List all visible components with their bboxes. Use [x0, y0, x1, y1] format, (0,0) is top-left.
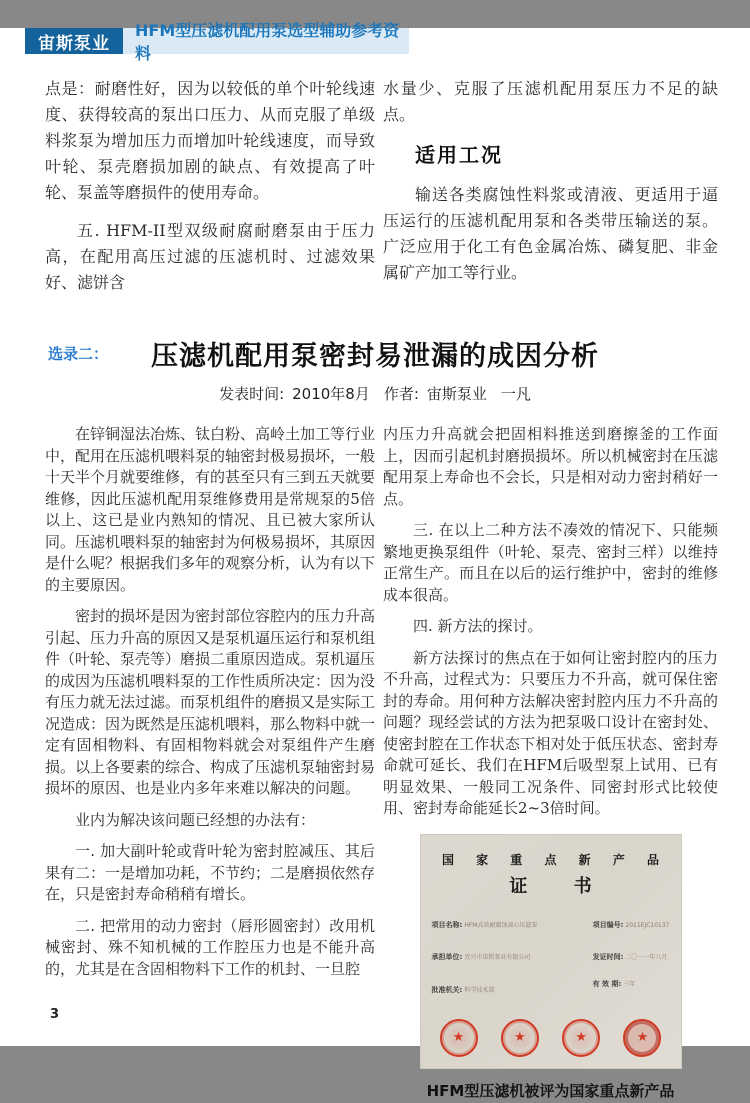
field-label: 有 效 期: — [592, 979, 622, 988]
field-value: 科学技术部 — [464, 986, 495, 994]
certificate-title: 国 家 重 点 新 产 品 — [441, 852, 669, 867]
paragraph: 在锌铜湿法冶炼、钛白粉、高岭土加工等行业中，配用在压滤机喂料泵的轴密封极易损坏，一般十天半个月就要维修，有的甚至只有三到五天就要维修，因此压滤机配用泵维修费用是常规泵的5倍以上、这已是业内熟知的情况、且已被大家所认同。压滤机喂料泵的轴密封为何极易损坏，其原因是什么呢？根据我们多年的观察分析，认为有以下的主要原因。 — [45, 425, 376, 594]
field-value: 2011EJC10137 — [625, 921, 670, 929]
paragraph: 新方法探讨的焦点在于如何让密封腔内的压力不升高，过程式为：只要压力不升高，就可保住密封的寿命。用何种方法解决密封腔内压力不升高的问题？现经尝试的方法为把泵吸口设计在密封处、使密封腔在工作状态下相对处于低压状态、密封寿命就可延长、我们在HFM后吸型泵上试用、已有明显效果、一般同工况条件、同密封形式比较使用、密封寿命能延长2~3倍时间。 — [383, 648, 718, 817]
section-heading: 适用工况 — [415, 143, 503, 167]
certificate-fields-left — [432, 912, 538, 1010]
field-value: 二〇一一年八月 — [625, 954, 668, 961]
seal-star: ★ — [452, 1030, 465, 1046]
paragraph: 输送各类腐蚀性料浆或清液、更适用于逼压运行的压滤机配用泵和各类带压输送的泵。广泛应用于化工有色金属冶炼、磷复肥、非金属矿产加工等行业。 — [383, 185, 718, 282]
paragraph: 二. 把常用的动力密封（唇形圆密封）改用机械密封、殊不知机械的工作腔压力也是不能升高的，尤其是在含固相物料下工作的机封、一旦腔 — [45, 916, 375, 978]
field-value: 宜兴市宙斯泵业有限公司 — [464, 954, 531, 961]
brand-logo: 宙斯泵业 — [25, 28, 123, 54]
article-title: 压滤机配用泵密封易泄漏的成因分析 — [151, 341, 599, 372]
certificate-image — [420, 834, 682, 1070]
seal-star: ★ — [514, 1030, 526, 1046]
seal-star: ★ — [575, 1030, 587, 1046]
seal-star: ★ — [636, 1030, 649, 1046]
article-byline — [0, 383, 750, 404]
header-subtitle: HFM型压滤机配用泵选型辅助参考资料 — [123, 28, 409, 54]
intro-right-column — [383, 76, 718, 308]
certificate-fields — [432, 912, 670, 1010]
paragraph: 四. 新方法的探讨。 — [413, 617, 543, 635]
paragraph: 内压力升高就会把固相料推送到磨擦釜的工作面上，因而引起机封磨损损坏。所以机械密封在压滤配用泵上寿命也不会长，只是相对动力密封稍好一点。 — [383, 425, 718, 508]
certificate-fields-right — [593, 912, 670, 1010]
paragraph: 一. 加大副叶轮或背叶轮为密封腔减压、其后果有二：一是增加功耗，不节约；二是磨损依然存在，只是密封寿命稍稍有增长。 — [45, 842, 376, 903]
field-value: 三年 — [623, 980, 636, 988]
excerpt-tag: 选录二： — [48, 345, 109, 363]
page-number: 3 — [50, 1007, 60, 1022]
red-seal-icon — [562, 1019, 600, 1057]
paragraph: 点是：耐磨性好，因为以较低的单个叶轮线速度、获得较高的泵出口压力、从而克服了单级料浆泵为增加压力而增加叶轮线速度，而导致叶轮、泵壳磨损加剧的缺点、有效提高了叶轮、泵盖等磨损件的使用寿命。 — [45, 79, 375, 202]
certificate-seals — [432, 1019, 670, 1057]
article-header — [0, 334, 750, 404]
paragraph: 五. HFM-II型双级耐腐耐磨泵由于压力高，在配用高压过滤的压滤机时、过滤效果好、滤饼含 — [45, 221, 375, 292]
byline-author-company: 宙斯泵业 — [426, 385, 487, 403]
byline-author-name: 一凡 — [500, 385, 531, 403]
field-label: 批准机关: — [431, 985, 463, 994]
paragraph: 水量少、克服了压滤机配用泵压力不足的缺点。 — [383, 79, 718, 124]
page-header — [25, 21, 750, 63]
intro-left-column — [45, 76, 375, 308]
intro-section — [0, 76, 750, 308]
body-left-column — [45, 424, 375, 1103]
field-value: HFM高效耐腐蚀离心压滤泵 — [464, 921, 538, 929]
field-label: 项目编号: — [592, 920, 624, 929]
certificate-subtitle: 证 书 — [509, 876, 612, 897]
body-right-column — [383, 424, 718, 1103]
red-seal-icon — [440, 1019, 478, 1057]
paragraph: 三. 在以上二种方法不凑效的情况下、只能频繁地更换泵组件（叶轮、泵壳、密封三样）以维持正常生产。而且在以后的运行维护中，密封的维修成本很高。 — [383, 521, 718, 604]
certificate-caption: HFM型压滤机被评为国家重点新产品 — [426, 1082, 675, 1100]
field-label: 项目名称: — [431, 920, 463, 929]
article-body — [0, 424, 750, 1103]
red-seal-icon — [623, 1019, 661, 1057]
field-label: 发证时间: — [592, 953, 624, 961]
byline-time-label: 发表时间: — [219, 385, 285, 403]
document-page — [0, 21, 750, 1100]
byline-author-label: 作者: — [383, 385, 419, 403]
paragraph: 业内为解决该问题已经想的办法有： — [75, 810, 316, 829]
red-seal-icon — [501, 1019, 539, 1057]
paragraph: 密封的损坏是因为密封部位容腔内的压力升高引起、压力升高的原因又是泵机逼压运行和泵机组件（叶轮、泵壳等）磨损二重原因造成。泵机逼压的成因为压滤机喂料泵的工作性质所决定：因为没有压力就无法过滤。而泵机组件的磨损又是实际工况造成：因为既然是压滤机喂料，那么物料中就一定有固相物料、有固相物料就会对泵组件产生磨损。以上各要素的综合、构成了压滤机泵轴密封易损坏的原因、也是业内多年来难以解决的问题。 — [45, 607, 376, 797]
byline-time-value: 2010年8月 — [292, 385, 370, 403]
field-label: 承担单位: — [431, 953, 463, 961]
